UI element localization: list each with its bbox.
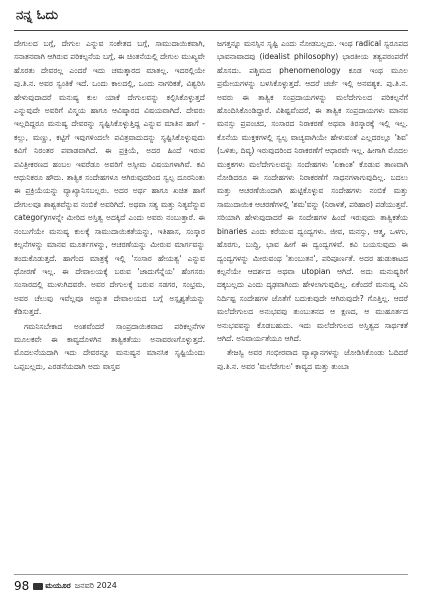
paragraph: ತೇಜಸ್ವಿ ಅವರ ಗಂಭೀರವಾದ ವ್ಯಾಖ್ಯಾನಗಳನ್ನು ಜೋಡಿಸಿಕೊಂಡು ಓದಿದರೆ ಪು.ತಿ.ನ. ಅವರ 'ಮಲೆದೇಗುಲ' ಕಾವ್ಯದ ಮತ್ತು ತುಂಬಾ <box>217 348 408 371</box>
magazine-logo <box>33 581 71 591</box>
magazine-name: ಮಯೂರ <box>45 581 71 590</box>
logo-mark-icon <box>33 583 43 590</box>
left-column <box>14 37 205 573</box>
page-footer <box>14 578 117 594</box>
footer-rule <box>14 574 408 575</box>
page-number: 98 <box>14 579 30 593</box>
issue-date: ಜನವರಿ 2024 <box>74 581 117 590</box>
header-rule <box>14 30 408 31</box>
paragraph: ಗಮನಿಸಬೇಕಾದ ಅಂಶವೆಂದರೆ ಸಾಂಪ್ರದಾಯಿಕವಾದ ಪರಿಕಲ್ಪನೆಗಳ ಮೂಲಕವೇ ಈ ಕಾವ್ಯದೊಳಗಿನ ತಾತ್ವಿಕತೆಯು ಅನಾವರಣಗೊಳ್ಳುತ್ತದೆ. ಮೊದಲನೆಯದಾಗಿ ಇದು ದೇವರನ್ನೂ ಮನುಷ್ಯನ ಮಾನಸಿಕ ಸೃಷ್ಟಿಯೆಂದು ಒಪ್ಪಬಲ್ಲದು, ಎರಡನೆಯದಾಗಿ ಅದು ವಾಸ್ತವ <box>14 321 205 371</box>
right-column <box>217 37 408 573</box>
section-header: ನನ್ನ ಓದು <box>16 8 59 23</box>
paragraph: ದೇಗುಲದ ಬಗ್ಗೆ, ದೇಗುಲ ಎನ್ನುವ ಸಂಕೇತದ ಬಗ್ಗೆ, ಸಾಮುದಾಯಿಕವಾಗಿ, ಸನಾತನವಾಗಿ ಆಗಿರುವ ಪರಿಕಲ್ಪನೆಯ ಬಗ್ಗೆ, ಈ ಚಿಂತನೆಯಲ್ಲಿ ದೇಗುಲ ಮುಖ್ಯವೇ ಹೊರತು ದೇವರಲ್ಲ ಎಂದರೆ ಇದು ಚಮತ್ಕಾರದ ಮಾತಲ್ಲ. ಇದರಲ್ಲಿಯೇ ಪು.ತಿ.ನ. ಅವರ ಸ್ವಂತಿಕೆ ಇದೆ. ಒಂದು ಕಾಲದಲ್ಲಿ, ಒಂದು ನಾಗರಿಕತೆ, ವಿಶ್ವರಿಸಿ ಹೇಳುವುದಾದರೆ ಮನುಷ್ಯ ಕುಲ ಯಾಕೆ ದೇಗುಲವನ್ನು ಕಲ್ಪಿಸಿಕೊಳ್ಳುತ್ತದೆ ಎನ್ನುವುದೇ ಅವರಿಗೆ ವಿಸ್ಮಯ ಹಾಗೂ ಆವಿಷ್ಕಾರದ ವಿಷಯವಾಗಿದೆ. ದೇವರು ಇಲ್ಲದಿದ್ದರೂ ಮನುಷ್ಯ ದೇವರನ್ನು ಸೃಷ್ಟಿಸಿಕೊಳ್ಳುತ್ತಿದ್ದ ಎನ್ನುವ ಮಾತಿನ ಹಾಗೆ - ಕಲ್ಲು, ಮಣ್ಣು, ಕಟ್ಟಿಗೆ ಇವುಗಳಿಂದಲೇ ಪವಿತ್ರವಾದುದನ್ನು ಸೃಷ್ಟಿಸಿಕೊಳ್ಳುವುದು ಕವಿಗೆ ನಿರಂತರ ಪವಾಡವಾಗಿದೆ. ಈ ಪ್ರಕ್ರಿಯೆ, ಅದರ ಹಿಂದೆ ಇರುವ ಪವಿತ್ರೀಕರಣದ ಹಂಬಲ ಇವರೆಡೂ ಅವರಿಗೆ ಅಸ್ಸೀಮ ವಿಷಯಗಳಾಗಿವೆ. ಕವಿ ಆಧುನಿಕರೂ ಹೌದು. ತಾತ್ವಿಕ ಸಂದೇಹಗಳೂ ಆಗಿರುವುದರಿಂದ ಸ್ವಲ್ಪ ದೂರನಿಂತು ಈ ಪ್ರಕ್ರಿಯೆಯನ್ನು ವ್ಯಾಖ್ಯಾನಿಸಬಲ್ಲರು. ಅದರ ಅರ್ಥ ಹಾಗೂ ಖಚಿತ ಹಾಗೆ ದೇಗುಲವೂ ಶಾಶ್ವತವೆನ್ನುವ ನಂಬಿಕೆ ಅವರಿಗಿದೆ. ಅಥವಾ ಸತ್ಯ ಮತ್ತು ನಿತ್ಯವೆನ್ನುವ categoryಗಳನ್ನೇ ಮೀರಿದ ಅಸ್ತಿತ್ವ ಅದಕ್ಕಿದೆ ಎಂದು ಅವರು ನಂಬುತ್ತಾರೆ. ಈ ನಂಬುಗೆಯೇ ಮನುಷ್ಯ ಕುಲಕ್ಕೆ ಸಾಮುದಾಯಿಕತೆಯನ್ನು, ಇತಿಹಾಸ, ಸಂಸ್ಕಾರ ಕಲ್ಪನೆಗಳನ್ನು ಮಾನವ ಮೂರ್ತಗಳನ್ನು, ಆಚರಣೆಯನ್ನು ಮೀರುವ ಮಾರ್ಗವನ್ನು ತಂದುಕೊಡುತ್ತದೆ. ಹಾಗೆಂದ ಮಾತ್ರಕ್ಕೆ ಇಲ್ಲಿ 'ಸಂಸಾರ ಹೇಯತ್ವ' ಎನ್ನುವ ಧೋರಣೆ ಇಲ್ಲ. ಈ ದೇವಾಲಯಕ್ಕೆ ಬರುವ 'ಜಾದುಗೆನ್ನೆಯ' ಹೆಂಗಸರು ಸಂಸಾರದಲ್ಲಿ ಮುಳುಗಿದವರೇ. ಅವರ ದೇಗುಲಕ್ಕೆ ಬರುವ ಸಡಗರ, ಸಂಭ್ರಮ, ಅವರ ಚೆಲುವು ಇವೆಲ್ಲವೂ ಅದ್ಭುತ ದೇವಾಲಯದ ಬಗ್ಗೆ ಅಸ್ಪೃಶ್ಯತೆಯನ್ನು ಕೆಡಿಸುತ್ತದೆ. <box>14 39 205 317</box>
paragraph: ಜಗತ್ತನ್ನೂ ಮನಸ್ಸಿನ ಸೃಷ್ಟಿ ಎಂದು ನೋಡಬಲ್ಲದು. ಇಂಥ radical ಸ್ವರೂಪದ ಭಾವನಾವಾದವು (idealist philosophy) ಭಾರತೀಯ ತತ್ವಪರಂಪರೆಗೆ ಹೊಸದು. ಪಶ್ಚಿಮದ phenomenology ಕೂಡ ಇಂಥ ಮೂಲ ಪ್ರಮೇಯಗಳನ್ನು ಬಳಸಿಕೊಳ್ಳುತ್ತದೆ. ಆದರೆ ಚರ್ಚೆ ಇಲ್ಲಿ ಅನವಶ್ಯಕ. ಪು.ತಿ.ನ. ಅವರು ಈ ತಾತ್ವಿಕ ಸಂಪ್ರದಾಯಗಳನ್ನು ಮಲೆದೇಗುಲದ ಪರಿಕಲ್ಪನೆಗೆ ಹೊಂದಿಸಿಕೊಂಡಿದ್ದಾರೆ. ವಿಶಿಷ್ಟವೆಂದರೆ, ಈ ತಾತ್ವಿಕ ಸಂಪ್ರದಾಯಗಳು ಮಾನವ ಮನಸ್ಸು ಪ್ರಪಂಚದ, ಸಂಸಾರದ ನಿರಾಕರಣೆ ಅಥವಾ ತಿರಸ್ಕಾರಕ್ಕೆ ಇಲ್ಲಿ ಇಲ್ಲ. ಕೊನೆಯ ಮುಕ್ತಕಗಳಲ್ಲಿ ಸ್ವಲ್ಪ ವಾಚ್ಯವಾಗಿಯೇ ಹೇಳುವಂತೆ ಎಲ್ಲದರಲ್ಲೂ 'ಶಿವ' (ಒಳಿತು, ದಿವ್ಯ) ಇರುವುದರಿಂದ ನಿರಾಕರಣೆಗೆ ಆಧಾರವೇ ಇಲ್ಲ. ಹೀಗಾಗಿ ಮೊದಲ ಮುಕ್ತಕಗಳು ಮಲೆದೇಗುಲವನ್ನು ಸಂದೇಹಗಳು 'ಏಕಾಂತ' ಕೊಡುವ ತಾಣವಾಗಿ ನೋಡಿದರೂ ಈ ಸಂದೇಹಗಳು ನಿರಾಕರಣೆಗೆ ಸಾಧನಗಳಾಗುವುದಿಲ್ಲ. ಬದಲು ಮತ್ತು ಆಚರಣೆಯಿಂದಾಗಿ ಹುಟ್ಟಿಕೊಳ್ಳುವ ಸಂದೇಹಗಳು ನಂಬಿಕೆ ಮತ್ತು ಸಾಮುದಾಯಿಕ ಆಚರಣೆಗಳಲ್ಲಿ 'ಶಮ'ವನ್ನು (ನಿರಾಳತೆ, ಪರಿಹಾರ) ಪಡೆಯುತ್ತವೆ. ಸರಿಯಾಗಿ ಹೇಳುವುದಾದರೆ ಈ ಸಂದೇಹಗಳ ಹಿಂದೆ ಇರುವುದು ತಾತ್ವಿಕತೆಯ binaries ಎಂದು ಕರೆಯುವ ದ್ವಂದ್ವಗಳು. ಜೀವ, ಮನಸ್ಸು, ಆತ್ಮ, ಒಳಗು, ಹೊರಗು, ಬುದ್ಧಿ, ಭಾವ ಹೀಗೆ ಈ ದ್ವಂದ್ವಗಳಿವೆ. ಕವಿ ಬಯಸುವುದು ಈ ದ್ವಂದ್ವಗಳನ್ನು ಮೀರುವಂಥ 'ತುಂಬುತನ', ಪರಿಪೂರ್ಣತೆ. ಅದರ ಹುಡುಕಾಟದ ಕಲ್ಪನೆಯೇ ಆದರ್ಶದ ಅಥವಾ utopian ಆಗಿದೆ. ಅದು ಮನುಷ್ಯರಿಗೆ ದಕ್ಕಬಲ್ಲದು ಎಂದು ದೃಢವಾಗಿಂದು ಹೇಳಲಾಗುವುದಿಲ್ಲ. ಏಕೆಂದರೆ ಮನುಷ್ಯ ವಿನಿ ನಿರ್ದಿಷ್ಟ ಸಂದೇಹಗಳ ಜೊತೆಗೆ ಬದುಕುವುದೇ ಆಗಿರುವುದೇ? ಗೊತ್ತಿಲ್ಲ. ಆದರೆ ಮಲೆದೇಗುಲದ ಅನುಭವವು ತುಂಬುತನದ ಆ ಕ್ಷಣದ, ಆ ಮುಹೂರ್ತದ ಅನುಭವವನ್ನು ಕೊಡಬಹುದು. ಇದು ಮಲೆದೇಗುಲದ ಅಸ್ತಿತ್ವದ ಸಾರ್ಥಕತೆ ಆಗಿದೆ. ಅನಿವಾರ್ಯತೆಯೂ ಆಗಿದೆ. <box>217 39 408 343</box>
